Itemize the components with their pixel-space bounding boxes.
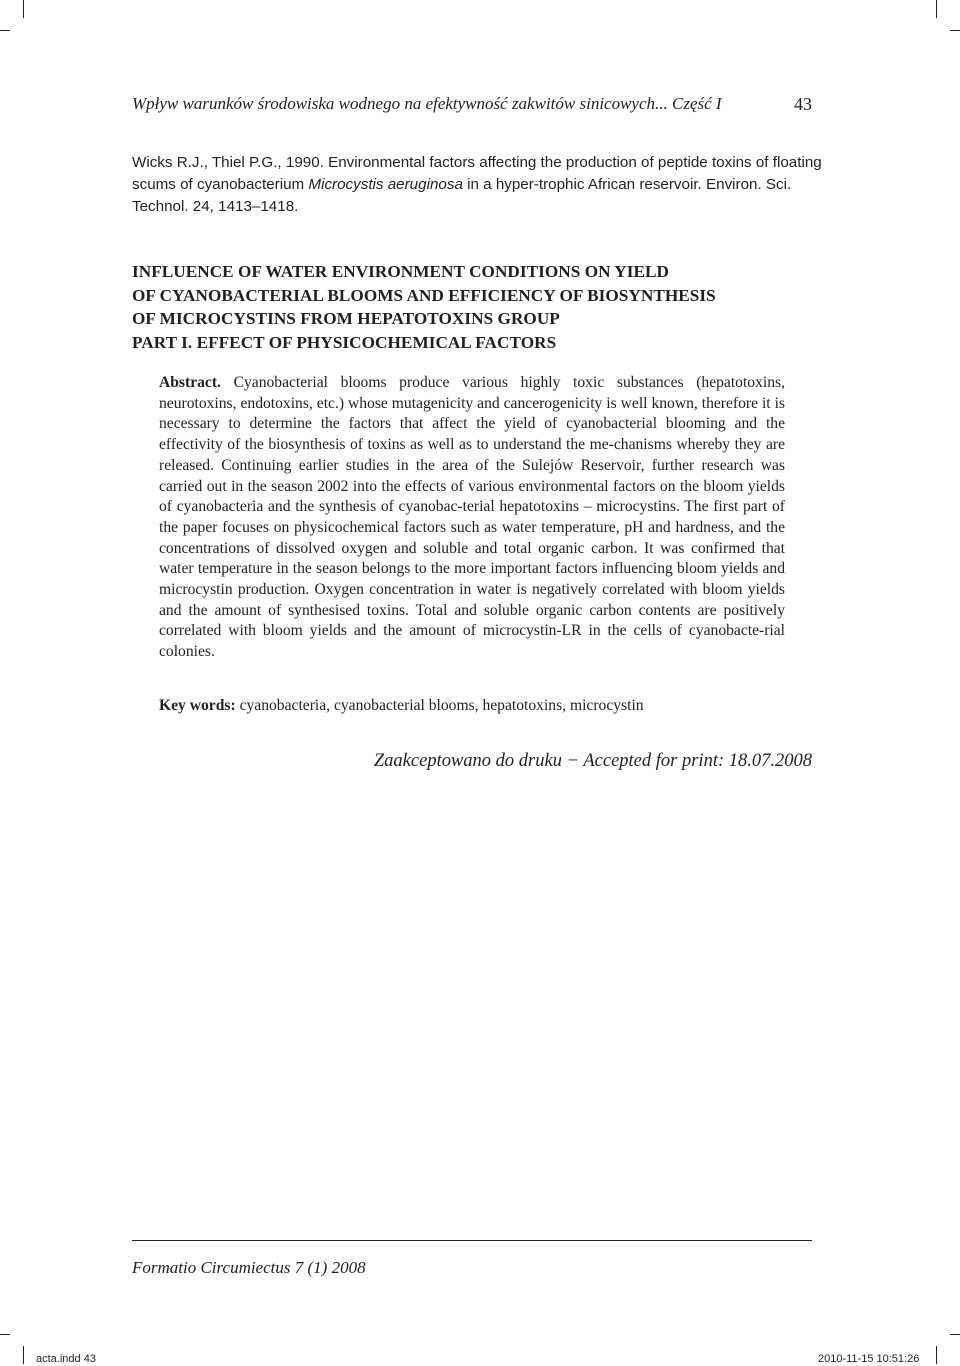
- reference-entry: [132, 152, 822, 218]
- reference-species: Microcystis aeruginosa: [308, 176, 463, 193]
- crop-mark: [23, 1346, 24, 1364]
- crop-mark: [23, 0, 24, 18]
- crop-mark: [950, 30, 960, 31]
- reference-text-end: in a hyper-trophic African reservoir. Environ. Sci. Technol. 24, 1413–1418.: [132, 176, 792, 215]
- reference-text-start: Wicks R.J., Thiel P.G., 1990. Environmental factors affecting the production of peptide toxins of floating scums of cyanobacterium: [132, 154, 822, 193]
- running-header-title: Wpływ warunków środowiska wodnego na efektywność zakwitów sinicowych... Część I: [132, 94, 722, 113]
- title-line: PART I. EFFECT OF PHYSICOCHEMICAL FACTORS: [132, 332, 557, 352]
- slug-timestamp: 2010-11-15 10:51:26: [818, 1353, 920, 1365]
- article-title: [132, 260, 822, 354]
- keywords-label: Key words:: [159, 697, 236, 714]
- crop-mark: [936, 1346, 937, 1364]
- accepted-date: Zaakceptowano do druku − Accepted for print: 18.07.2008: [373, 751, 812, 771]
- page-number: 43: [794, 94, 812, 114]
- title-line: OF CYANOBACTERIAL BLOOMS AND EFFICIENCY OF BIOSYNTHESIS: [132, 285, 716, 305]
- keywords-text: cyanobacteria, cyanobacterial blooms, hepatotoxins, microcystin: [235, 697, 644, 714]
- abstract-text: Cyanobacterial blooms produce various highly toxic substances (hepatotoxins, neurotoxins, endotoxins, etc.) whose mutagenicity and cancerogenicity is well known, therefore it is necessary to determine the factors that affect the yield of cyanobacterial blooming and the effectivity of the biosynthesis of toxins as well as to understand the me-chanisms whereby they are released. Continuing earlier studies in the area of the Sulejów Reservoir, further research was carried out in the season 2002 into the effects of various environmental factors on the bloom yields of cyanobacteria and the synthesis of cyanobac-terial hepatotoxins – microcystins. The first part of the paper focuses on physicochemical factors such as water temperature, pH and hardness, and the concentrations of dissolved oxygen and soluble and total organic carbon. It was confirmed that water temperature in the season belongs to the more important factors influencing bloom yields and microcystin production. Oxygen concentration in water is negatively correlated with bloom yields and the amount of synthesised toxins. Total and soluble organic carbon contents are positively correlated with bloom yields and the amount of microcystin-LR in the cells of cyanobacte-rial colonies.: [159, 374, 785, 661]
- running-header: [132, 92, 812, 116]
- abstract-label: Abstract.: [159, 374, 221, 391]
- footer-journal: Formatio Circumiectus 7 (1) 2008: [132, 1258, 366, 1277]
- title-line: OF MICROCYSTINS FROM HEPATOTOXINS GROUP: [132, 309, 560, 328]
- abstract: [159, 373, 785, 663]
- crop-mark: [0, 1334, 10, 1335]
- crop-mark: [950, 1334, 960, 1335]
- footer-divider: [132, 1240, 812, 1241]
- slug-file: acta.indd 43: [36, 1353, 96, 1365]
- crop-mark: [936, 0, 937, 18]
- keywords: [159, 695, 799, 717]
- title-line: INFLUENCE OF WATER ENVIRONMENT CONDITIONS ON YIELD: [132, 262, 669, 281]
- crop-mark: [0, 30, 10, 31]
